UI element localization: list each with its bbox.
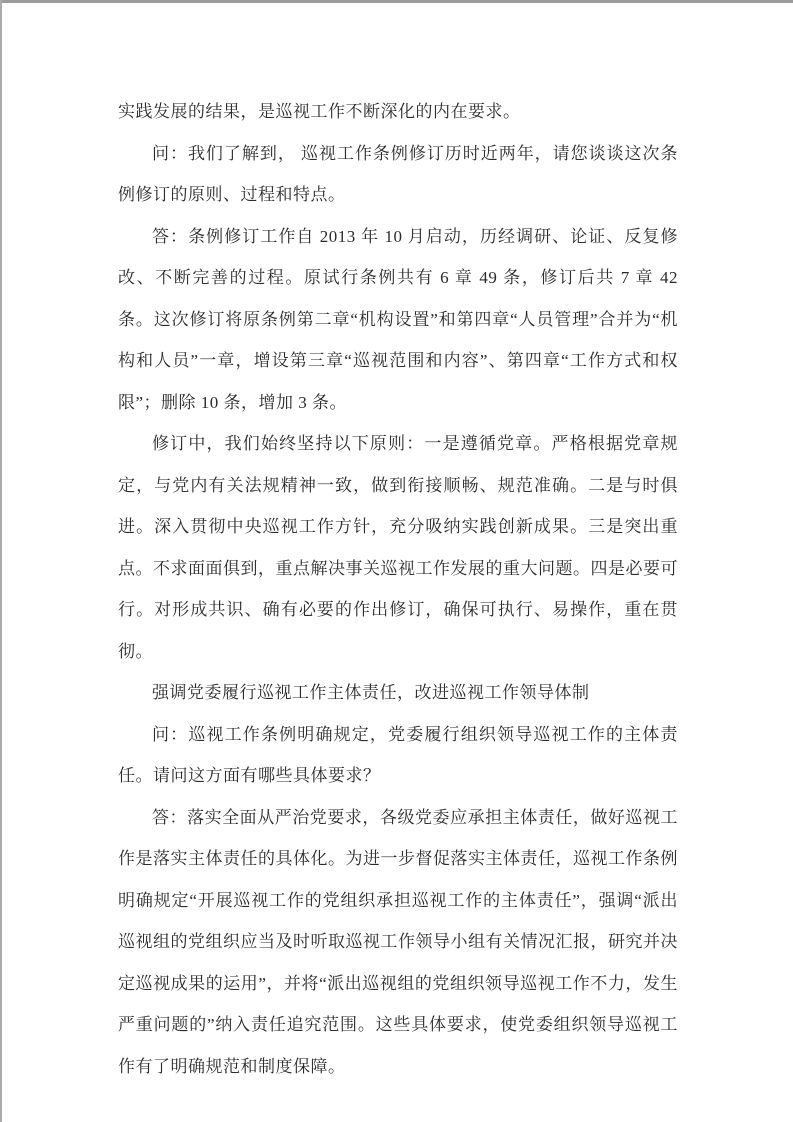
document-text-body <box>118 91 678 1087</box>
paragraph-answer-3: 答：落实全面从严治党要求，各级党委应承担主体责任，做好巡视工作是落实主体责任的具体化。为进一步督促落实主体责任，巡视工作条例明确规定“开展巡视工作的党组织承担巡视工作的主体责任”，强调“派出巡视组的党组织应当及时听取巡视工作领导小组有关情况汇报，研究并决定巡视成果的运用”，并将“派出巡视组的党组织领导巡视工作不力，发生严重问题的”纳入责任追究范围。这些具体要求，使党委组织领导巡视工作有了明确规范和制度保障。 <box>118 807 678 1076</box>
paragraph-continuation: 实践发展的结果，是巡视工作不断深化的内在要求。 <box>118 102 521 121</box>
page-left-border-line <box>0 0 2 1122</box>
paragraph-answer-1: 答：条例修订工作自 2013 年 10 月启动，历经调研、论证、反复修改、不断完善的过程。原试行条例共有 6 章 49 条，修订后共 7 章 42 条。这次修订将原条例第二章“机构设置”和第四章“人员管理”合并为“机构和人员”一章，增设第三章“巡视范围和内容”、第四章“工作方式和权限”；删除 10 条，增加 3 条。 <box>118 226 678 412</box>
paragraph-answer-2: 修订中，我们始终坚持以下原则：一是遵循党章。严格根据党章规定，与党内有关法规精神一致，做到衔接顺畅、规范准确。二是与时俱进。深入贯彻中央巡视工作方针，充分吸纳实践创新成果。三是突出重点。不求面面俱到，重点解决事关巡视工作发展的重大问题。四是必要可行。对形成共识、确有必要的作出修订，确保可执行、易操作，重在贯彻。 <box>118 434 678 661</box>
paragraph-question-2: 问：巡视工作条例明确规定，党委履行组织领导巡视工作的主体责任。请问这方面有哪些具体要求？ <box>118 724 678 785</box>
paragraph-question-1: 问：我们了解到， 巡视工作条例修订历时近两年，请您谈谈这次条例修订的原则、过程和特点。 <box>118 143 678 204</box>
paragraph-subheading: 强调党委履行巡视工作主体责任，改进巡视工作领导体制 <box>152 683 590 702</box>
page-top-border-line <box>0 0 793 3</box>
